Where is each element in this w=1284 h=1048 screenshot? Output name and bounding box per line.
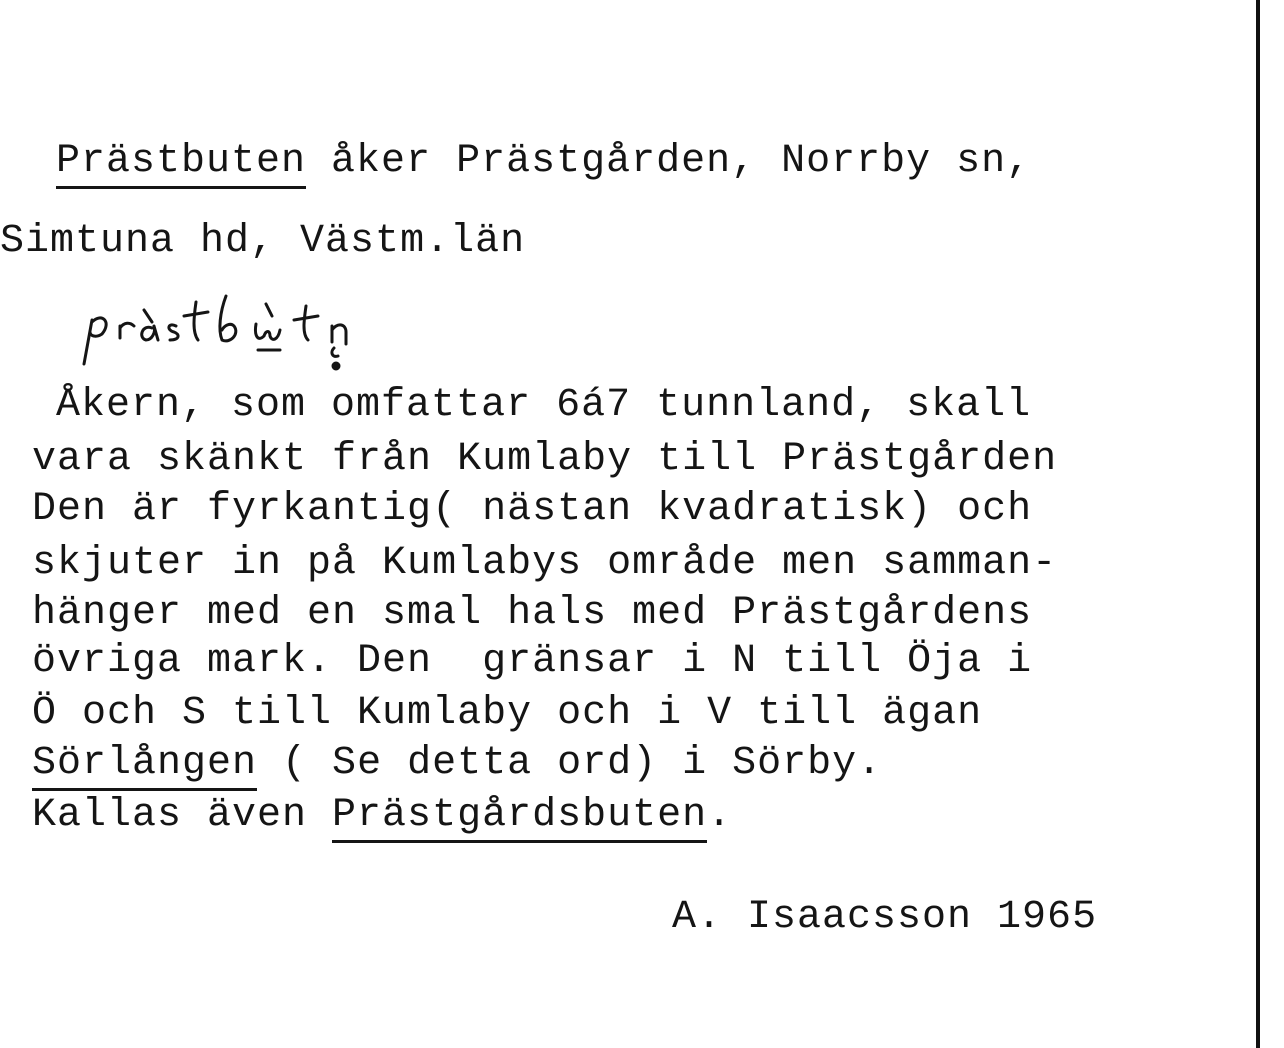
body-line-6: övriga mark. Den gränsar i N till Öja i bbox=[32, 639, 1033, 684]
handwriting-image bbox=[80, 282, 460, 382]
handwritten-pronunciation bbox=[80, 282, 460, 382]
body-line-8 bbox=[32, 741, 883, 786]
alternate-name: Prästgårdsbuten bbox=[332, 793, 707, 843]
body-line-9-suffix: . bbox=[707, 793, 733, 838]
headword: Prästbuten bbox=[56, 139, 306, 189]
header-line-1 bbox=[56, 139, 1032, 184]
body-line-9-prefix: Kallas även bbox=[32, 793, 333, 838]
header-location: åker Prästgården, Norrby sn, bbox=[306, 139, 1032, 184]
body-line-2: vara skänkt från Kumlaby till Prästgården bbox=[32, 437, 1058, 482]
body-line-3: Den är fyrkantig( nästan kvadratisk) och bbox=[32, 487, 1033, 532]
body-line-4: skjuter in på Kumlabys område men samman- bbox=[32, 541, 1058, 586]
header-line-2: Simtuna hd, Västm.län bbox=[0, 219, 526, 264]
card-edge-line bbox=[1256, 0, 1260, 1048]
body-line-7: Ö och S till Kumlaby och i V till ägan bbox=[32, 691, 983, 736]
body-line-9 bbox=[32, 793, 733, 838]
body-line-5: hänger med en smal hals med Prästgårdens bbox=[32, 591, 1033, 636]
body-line-8-rest: ( Se detta ord) i Sörby. bbox=[257, 741, 883, 786]
signature: A. Isaacsson 1965 bbox=[672, 895, 1098, 940]
cross-reference-sorlangan: Sörlången bbox=[32, 741, 257, 791]
body-line-1: Åkern, som omfattar 6á7 tunnland, skall bbox=[56, 383, 1032, 428]
